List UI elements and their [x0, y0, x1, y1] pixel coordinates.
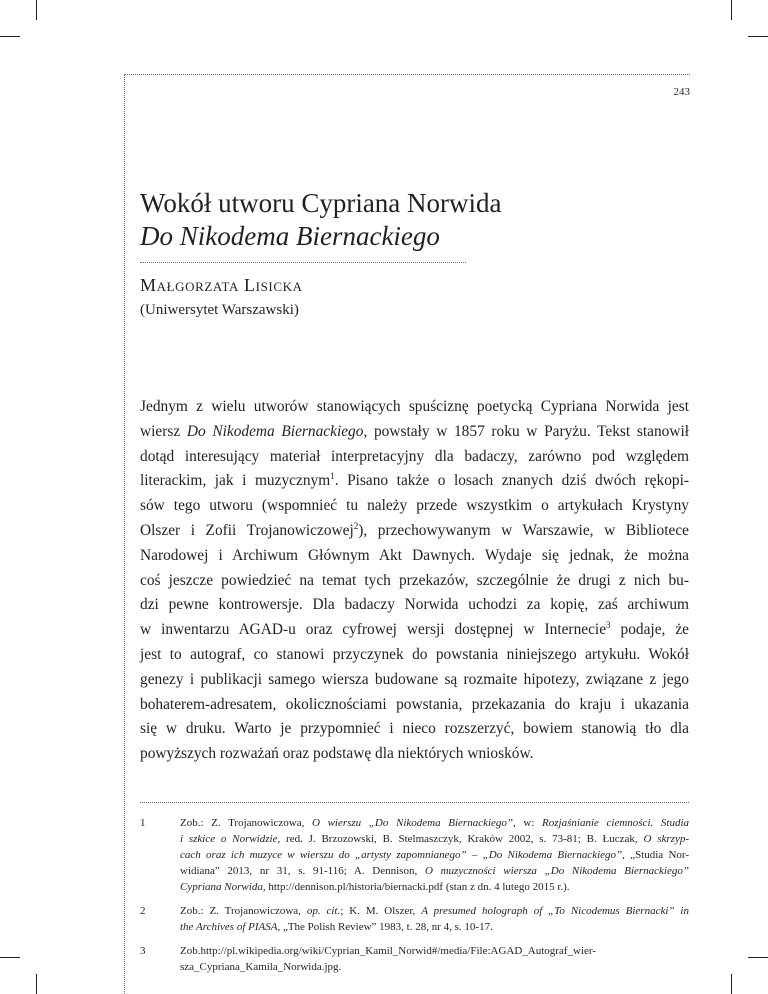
footnote-number: 2 — [140, 905, 146, 917]
title-line-2: Do Nikodema Biernackiego — [140, 221, 440, 251]
text-line: Olszer i Zofii Trojanowiczowej$^2$), przechowywanym w Warszawie, w Bibliotece — [140, 520, 689, 539]
margin-rule-horizontal — [124, 74, 690, 75]
text-line: dotąd interesujący materiał interpretacyjny dla badaczy, zarówno pod względem — [140, 447, 689, 465]
footnote-ref[interactable]: 1 — [330, 471, 335, 482]
work-title: Do Nikodema Biernackiego — [186, 422, 364, 440]
title-line-1: Wokół utworu Cypriana Norwida — [140, 188, 502, 218]
author-name: Małgorzata Lisicka — [140, 275, 303, 295]
crop-mark — [731, 0, 732, 20]
crop-mark — [748, 36, 768, 37]
text-line: się w druku. Warto je przypomnieć i nieco rozszerzyć, bowiem stanowią tło dla — [140, 720, 689, 738]
text-line: sów tego utworu (wspomnieć tu należy przede wszystkim o artykułach Krystyny — [140, 497, 689, 515]
text-line: powyższych rozważań oraz podstawę dla niektórych wniosków. — [140, 745, 534, 763]
text-line: coś jeszcze powiedzieć na temat tych przekazów, szczególnie że drugi z nich bu- — [140, 571, 689, 589]
footnote-ref[interactable]: 3 — [606, 620, 611, 631]
footnote-number: 3 — [140, 945, 146, 957]
text-line: wiersz Do Nikodema Biernackiego, powstały w 1857 roku w Paryżu. Tekst stanowił — [140, 422, 690, 440]
footnote-url: Zob.http://pl.wikipedia.org/wiki/Cyprian_Kamil_Norwid#/media/File:AGAD_Autograf_wier- — [180, 945, 596, 957]
footnote-3 — [140, 943, 689, 975]
text-line: Jednym z wielu utworów stanowiących spuściznę poetycką Cypriana Norwida jest — [140, 398, 689, 415]
crop-mark — [731, 974, 732, 994]
text-line: w inwentarzu AGAD-u oraz cyfrowej wersji dostępnej w Internecie$^3$ podaje, że — [140, 620, 689, 639]
text-line: genezy i publikacji samego wiersza budowane są rozmaite hipotezy, związane z jego — [140, 670, 689, 688]
page-number: 243 — [673, 86, 690, 98]
body-paragraph — [140, 395, 689, 767]
footnote-1: 1 Zob.: Z. Trojanowiczowa, O wierszu „Do Nikodema Biernackiego”, w: Rozjaśnianie ciemności. Studia i szkice o Norwidzie, red. J. Brzozowski, B. Stelmaszczyk, Kraków 2002, s. 73-81; B. Łuczak, O skrzyp- cach oraz ich muzyce w wierszu do „artysty zapomnianego” – „Do Nikodema Biernackiego”, „Studia Nor- widiana” 2013, nr 31, s. 91-116; A. Dennison, O muzyczności wiersza „Do Nikodema Biernackiego” Cypriana Norwida, http://dennison.pl/historia/biernacki.pdf (stan z dn. 4 lutego 2015 r.). — [140, 817, 689, 893]
text-line: Narodowej i Archiwum Głównym Akt Dawnych. Wydaje się jednak, że można — [140, 546, 689, 564]
article-title — [140, 187, 502, 253]
crop-mark — [36, 974, 37, 994]
footnote-url: sza_Cypriana_Kamila_Norwida.jpg. — [180, 961, 342, 973]
crop-mark — [0, 36, 20, 37]
footnote-ref[interactable]: 2 — [353, 520, 359, 531]
margin-rule-vertical — [124, 74, 125, 994]
crop-mark — [36, 0, 37, 20]
footnote-url: , http://dennison.pl/historia/biernacki.pdf (stan z dn. 4 lutego 2015 r.). — [262, 881, 570, 893]
footnote-2: 2 Zob.: Z. Trojanowiczowa, op. cit.; K. M. Olszer, A presumed holograph of „To Nicodemus Biernacki” in the Archives of PIASA, „The Polish Review” 1983, t. 28, nr 4, s. 10-17. — [140, 905, 689, 933]
text-line: literackim, jak i muzycznym$^1$. Pisano także o losach znanych dziś dwóch rękopi- — [140, 471, 689, 490]
footnote-number: 1 — [140, 817, 146, 829]
footnotes — [140, 815, 689, 983]
text-line: jest to autograf, co stanowi przyczynek do powstania niniejszego artykułu. Wokół — [140, 645, 689, 663]
footnote-separator — [140, 802, 689, 803]
crop-mark — [0, 957, 20, 958]
title-rule — [140, 262, 466, 263]
author-affiliation: (Uniwersytet Warszawski) — [140, 302, 299, 318]
text-line: bohaterem-adresatem, okolicznościami powstania, przekazania do kraju i ukazania — [140, 695, 689, 713]
crop-mark — [748, 957, 768, 958]
text-line: dzi pewne kontrowersje. Dla badaczy Norwida uchodzi za kopię, zaś archiwum — [140, 596, 689, 614]
